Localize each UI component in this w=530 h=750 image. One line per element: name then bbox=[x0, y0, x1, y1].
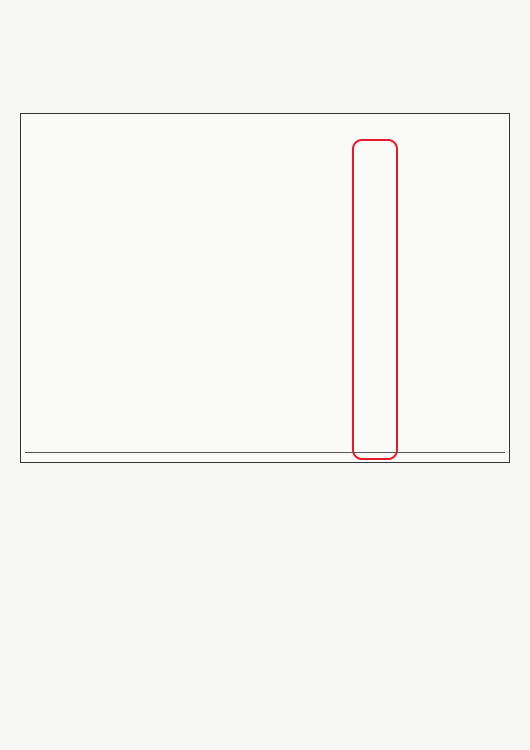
right-column bbox=[272, 481, 510, 491]
key-figures-table bbox=[20, 113, 510, 463]
price-column-highlight bbox=[352, 139, 398, 460]
left-column-body bbox=[20, 577, 258, 582]
footnote-rule bbox=[25, 452, 505, 453]
